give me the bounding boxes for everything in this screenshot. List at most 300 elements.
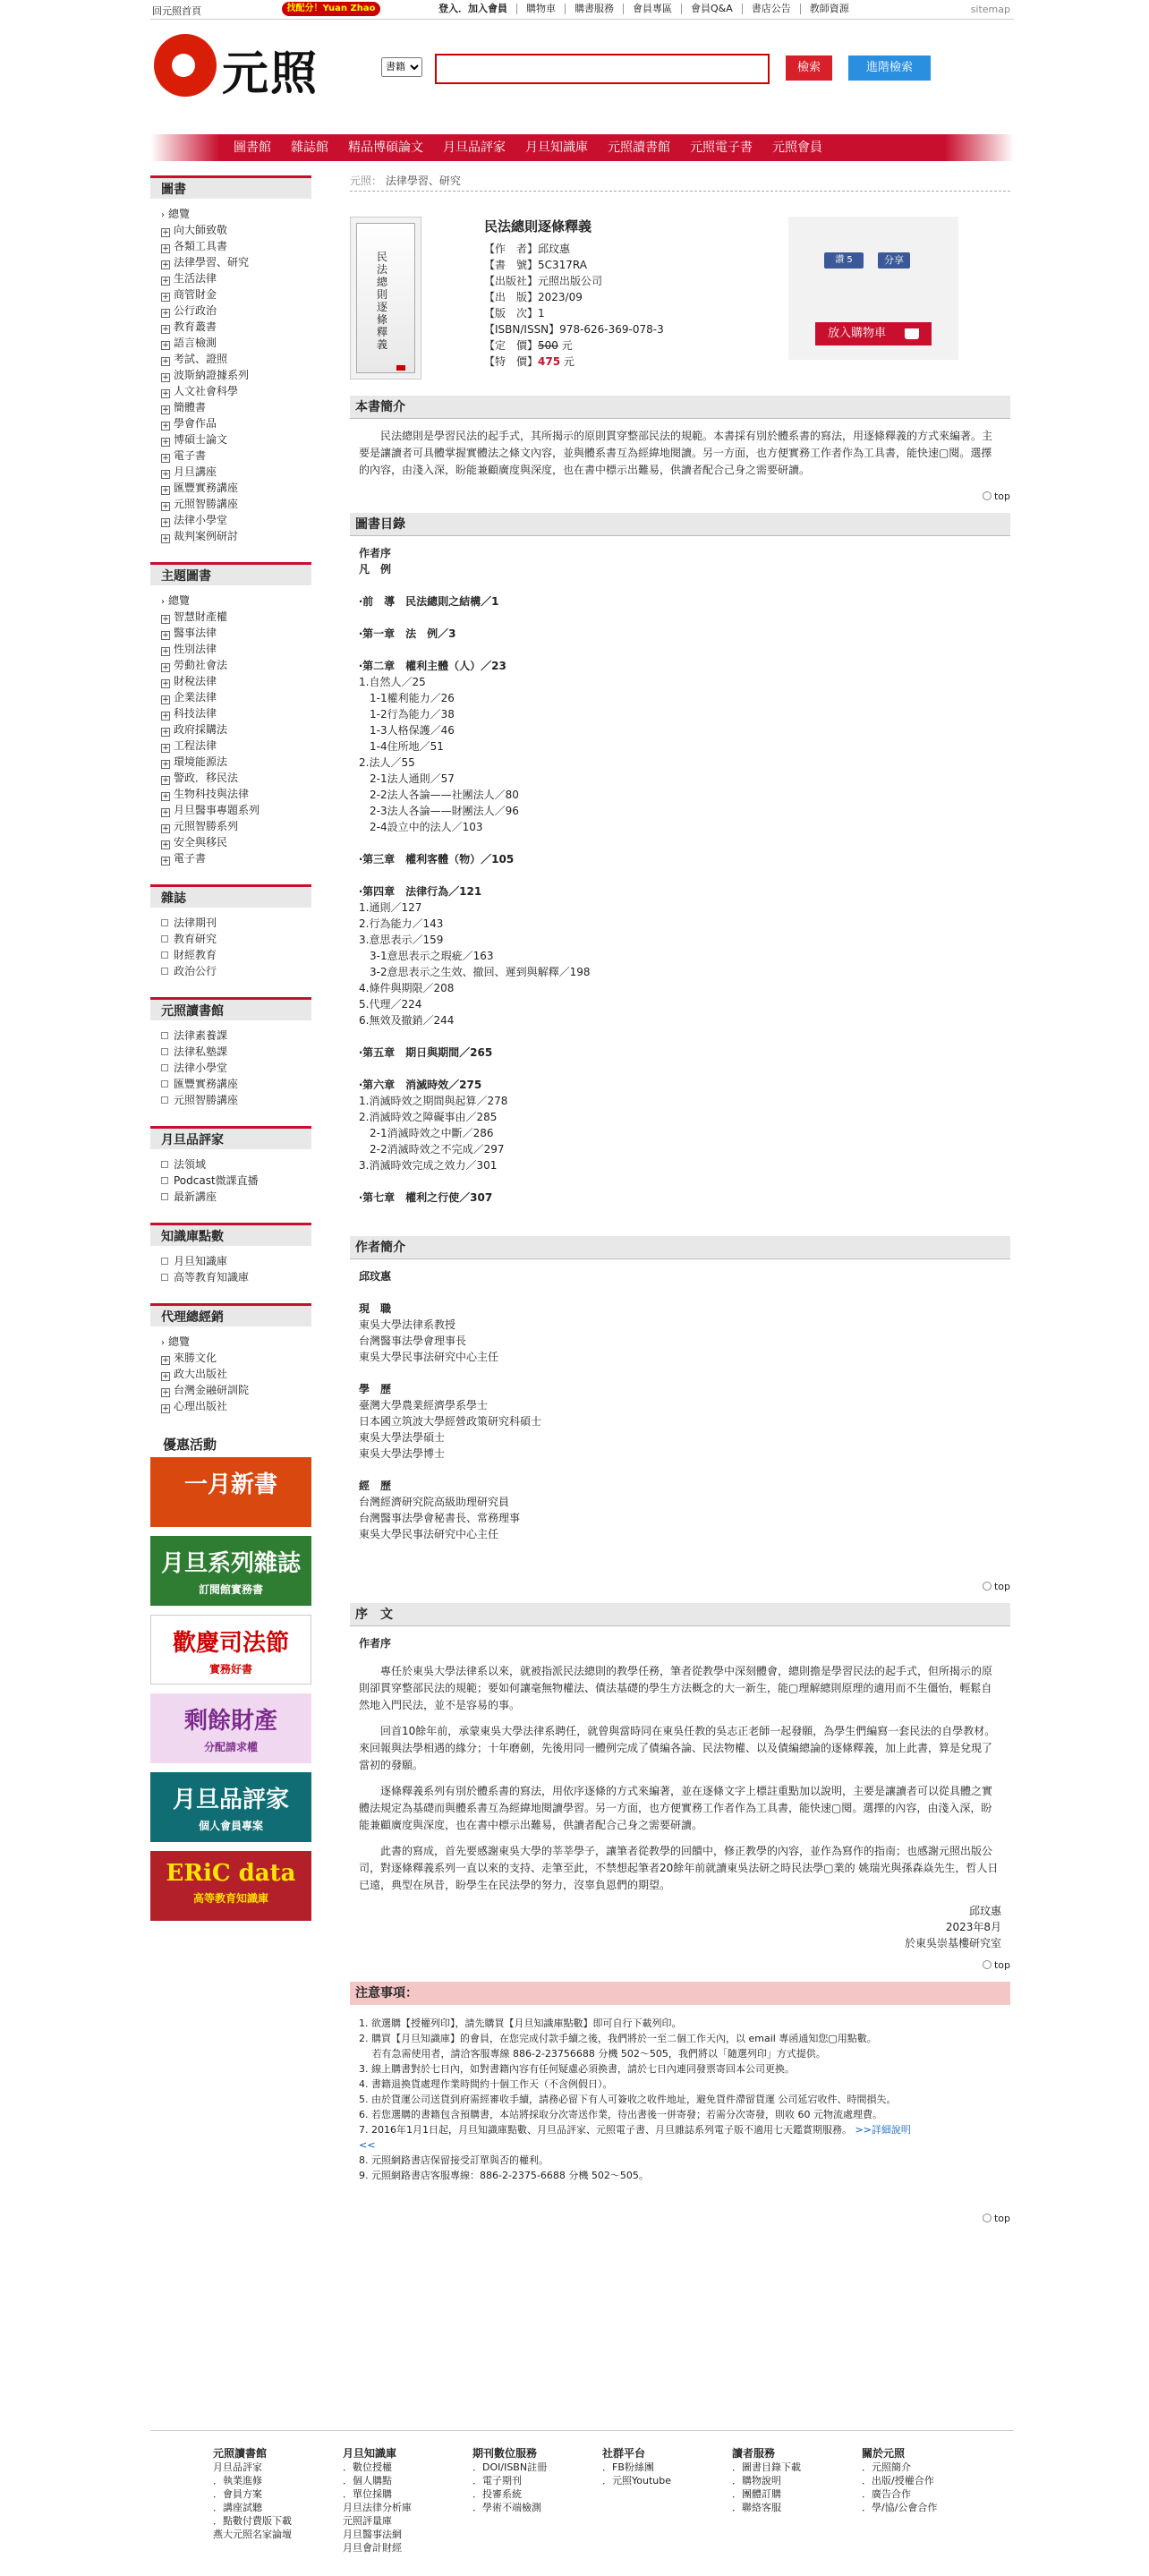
author-title: 作者簡介 (350, 1236, 1010, 1259)
expand-plus-icon: + (162, 260, 169, 269)
sidebar-item-label: 法律期刊 (174, 917, 217, 929)
cart-icon (905, 328, 919, 339)
sidebar-item-topics[interactable] (161, 786, 311, 802)
login-link[interactable]: 登入．加入會員 (438, 3, 507, 14)
footer-column (343, 2447, 468, 2555)
sidebar-topics (150, 562, 311, 866)
book-info-key: 【版 次】 (484, 307, 539, 320)
footer-column-title[interactable]: 關於元照 (862, 2447, 906, 2460)
main-nav (150, 134, 1014, 161)
purchase-service-link[interactable]: 購書服務 (565, 4, 623, 14)
sidebar-item-agency[interactable] (161, 1366, 311, 1382)
footer-column (862, 2447, 987, 2514)
footer-link[interactable]: ．元照Youtube (602, 2475, 671, 2486)
sidebar-item-label: 政府採購法 (174, 723, 228, 736)
sidebar-item-topics[interactable] (161, 689, 311, 705)
expand-plus-icon: + (162, 341, 169, 350)
sidebar-reading-title: 元照讀書館 (150, 997, 311, 1020)
sidebar-item-agency[interactable] (161, 1382, 311, 1398)
sidebar-item-label: 教育研究 (174, 933, 217, 945)
footer-link[interactable]: ．圖書目錄下載 (732, 2461, 801, 2473)
author-line: 東吳大學法學博士 (359, 1447, 446, 1460)
toc-gap (359, 1173, 1001, 1190)
sidebar-item-critics[interactable] (161, 1189, 311, 1205)
sidebar-item-label: 財經教育 (174, 949, 217, 961)
nav-member[interactable]: 元照會員 (772, 141, 822, 155)
toc-gap (359, 1028, 1001, 1045)
promo-banner-title: 月旦系列雜誌 (160, 1550, 301, 1577)
sidebar-item-label: 總覽 (168, 594, 191, 607)
sidebar-item-label: 生活法律 (174, 272, 217, 285)
breadcrumb-home[interactable]: 元照： (350, 175, 383, 187)
sidebar-item-label: 來勝文化 (174, 1352, 217, 1364)
sidebar-item-reading[interactable] (161, 1060, 311, 1076)
sidebar-item-label: 匯豐實務講座 (174, 482, 239, 494)
footer-column (602, 2447, 728, 2487)
sidebar-item-books[interactable] (161, 383, 311, 399)
sidebar-item-label: 最新講座 (174, 1190, 217, 1203)
expand-plus-icon: + (162, 422, 169, 431)
author-line: 台灣經濟研究院高級助理研究員 (359, 1496, 510, 1508)
sidebar-item-knowledge[interactable] (161, 1269, 311, 1285)
toc-gap (359, 867, 1001, 883)
author-line: 東吳大學法學碩士 (359, 1431, 446, 1444)
signature-line: 2023年8月 (945, 1921, 1001, 1933)
promo-banner-sub: 實務好書 (209, 1663, 252, 1676)
toc-line: 3.消滅時效完成之效力／301 (359, 1159, 498, 1172)
teacher-resources-link[interactable]: 教師資源 (800, 4, 858, 14)
nav-magazine[interactable]: 雜誌館 (291, 141, 328, 155)
search-category-select[interactable] (381, 57, 422, 77)
toc-gap (359, 610, 1001, 626)
sidebar-item-reading[interactable] (161, 1092, 311, 1108)
sidebar-item-label: 企業法律 (174, 691, 217, 704)
preface-paragraph: 回首10餘年前，承蒙東吳大學法律系聘任，就曾與當時同在東吳任教的吳志正老師一起發願，為學生們編寫一套民法的自學教材。來回報與法學相遇的緣分；十年磨劍，先後用同一體例完成了債編各論、民法物權、以及債編總論的逐條釋義，加上此書，算是兌現了當初的發願。 (359, 1725, 996, 1771)
sidebar-item-books[interactable] (161, 351, 311, 367)
promo-banner-sub: 訂閱館實務書 (198, 1583, 263, 1596)
footer-link[interactable]: ．會員方案 (213, 2488, 262, 2500)
sidebar-item-reading[interactable] (161, 1076, 311, 1092)
footer-link[interactable]: 月旦會計財經 (343, 2542, 402, 2554)
sidebar-item-books[interactable] (161, 206, 311, 222)
sidebar-item-critics[interactable] (161, 1156, 311, 1173)
footer-link[interactable]: ．執業進修 (213, 2475, 262, 2486)
checkbox-icon (161, 1258, 168, 1265)
sidebar-item-label: 智慧財產權 (174, 610, 228, 623)
member-qa-link[interactable]: 會員Q&A (681, 4, 742, 14)
page (150, 0, 1014, 2576)
sidebar-item-books[interactable] (161, 399, 311, 415)
sidebar-item-books[interactable] (161, 415, 311, 431)
sidebar-reading (150, 997, 311, 1108)
sidebar-item-label: 商管財金 (174, 288, 217, 301)
checkbox-icon (161, 1161, 168, 1168)
book-info-key: 【作 者】 (484, 243, 539, 255)
sidebar-item-agency[interactable] (161, 1398, 311, 1414)
book-info-value: 978-626-369-078-3 (559, 323, 664, 336)
checkbox-icon (161, 919, 168, 926)
preface-signature (359, 1903, 1001, 1951)
sidebar-item-label: 財稅法律 (174, 675, 217, 687)
author-line: 日本國立筑波大學經營政策研究科碩士 (359, 1415, 542, 1428)
home-link[interactable]: 回元照首頁 (152, 5, 201, 17)
sidebar-item-label: 教育叢書 (174, 320, 217, 333)
sidebar-item-books[interactable] (161, 335, 311, 351)
toc-line: 3.意思表示／159 (359, 934, 444, 946)
sidebar-item-label: 向大師致敬 (174, 224, 228, 236)
sidebar-item-books[interactable] (161, 238, 311, 254)
toc-line: ‧第六章 消滅時效／275 (359, 1079, 482, 1091)
sidebar-item-books[interactable] (161, 270, 311, 286)
add-to-cart-button[interactable]: 放入購物車 (815, 322, 932, 345)
cart-link[interactable]: 購物車 (516, 4, 565, 14)
back-to-top[interactable]: top (350, 1578, 1010, 1596)
toc-line: ‧第二章 權利主體（人）／23 (359, 660, 506, 672)
sidebar-item-label: 性別法律 (174, 643, 217, 655)
toc-body (350, 536, 1010, 1206)
promo-banner[interactable] (150, 1615, 311, 1685)
promo-banner[interactable] (150, 1693, 311, 1763)
sidebar-item-topics[interactable] (161, 770, 311, 786)
store-notice-link[interactable]: 書店公告 (742, 4, 800, 14)
promo-banner[interactable] (150, 1851, 311, 1921)
sidebar-topics-title: 主題圖書 (150, 562, 311, 585)
sidebar-item-agency[interactable] (161, 1334, 311, 1350)
sidebar-item-label: 法律學習、研究 (174, 256, 250, 269)
toc-line: 凡 例 (359, 563, 392, 576)
sidebar-item-topics[interactable] (161, 641, 311, 657)
sidebar-item-books[interactable] (161, 303, 311, 319)
notice-line (359, 2046, 1001, 2061)
sidebar-item-label: 法律小學堂 (174, 1062, 228, 1074)
sidebar-item-topics[interactable] (161, 818, 311, 834)
book-info-row (484, 257, 753, 273)
promo-banner-title: 剩餘財產 (183, 1708, 277, 1735)
footer-link[interactable]: ．單位採購 (343, 2488, 392, 2500)
sidebar-item-magazine[interactable] (161, 947, 311, 963)
buy-box (788, 217, 958, 360)
checkbox-icon (161, 968, 168, 975)
expand-plus-icon: + (162, 405, 169, 414)
arrow-right-icon: › (161, 1338, 165, 1348)
book-info-value: 1 (538, 307, 545, 320)
promo-banner-title: 月旦品評家 (172, 1787, 289, 1813)
expand-plus-icon: + (162, 728, 169, 737)
author-line: 邱玟惠 (359, 1270, 392, 1283)
notice-line (359, 2092, 1001, 2107)
sidebar-item-label: 總覽 (168, 208, 191, 220)
collapse-link[interactable]: << (359, 2139, 376, 2151)
notice-line (359, 2122, 1001, 2153)
share-button[interactable]: 分享 (878, 252, 910, 269)
expand-plus-icon: + (162, 357, 169, 366)
checkbox-icon (161, 1080, 168, 1088)
toc-line: 2-4設立中的法人／103 (359, 821, 483, 833)
sidebar-item-topics[interactable] (161, 673, 311, 689)
sidebar-item-agency[interactable] (161, 1350, 311, 1366)
notice-line (359, 2107, 1001, 2122)
sidebar-item-label: 總覽 (168, 1335, 191, 1348)
footer-link[interactable]: 月旦品評家 (213, 2461, 262, 2473)
toc-line: 4.條件與期限／208 (359, 982, 455, 994)
logo-mark-icon (154, 34, 217, 97)
sidebar-item-topics[interactable] (161, 657, 311, 673)
top-bar (150, 0, 1014, 20)
sidebar-item-critics[interactable] (161, 1173, 311, 1189)
sidebar-item-books[interactable] (161, 480, 311, 496)
more-details-link[interactable]: >>詳細說明 (855, 2124, 911, 2136)
signature-line: 邱玟惠 (968, 1905, 1001, 1917)
notice-text: 2. 購買【月旦知識庫】的會員，在您完成付款手續之後，我們將於一至二個工作天內，以 email 專函通知您▢用點數。 (359, 2033, 877, 2044)
back-to-top[interactable]: top (350, 2210, 1010, 2228)
book-info-key: 【出版社】 (484, 275, 539, 287)
sidebar-item-magazine[interactable] (161, 963, 311, 979)
notice-line (359, 2077, 1001, 2092)
notice-text: 4. 書籍退換貨處理作業時間約十個工作天（不含例假日）。 (359, 2078, 613, 2090)
checkbox-icon (161, 1032, 168, 1039)
promo-banner[interactable] (150, 1536, 311, 1606)
book-info-key: 【書 號】 (484, 259, 539, 271)
nav-library[interactable]: 圖書館 (234, 141, 271, 155)
author-line: 東吳大學民事法研究中心主任 (359, 1351, 499, 1363)
sidebar-item-label: 電子書 (174, 852, 207, 865)
breadcrumb (350, 170, 1010, 192)
author-body (350, 1259, 1010, 1542)
sidebar-item-label: 裁判案例研討 (174, 530, 239, 542)
footer-column-title[interactable]: 期刊數位服務 (472, 2447, 538, 2460)
footer-column (732, 2447, 857, 2514)
sidebar-knowledge-title: 知識庫點數 (150, 1223, 311, 1246)
preface-paragraph: 逐條釋義系列有別於體系書的寫法，用依序逐條的方式來編著，並在逐條文字上標註重點加以說明，主要是讓讀者可以從具體之實體法規定為基礎而與體系書互為經緯地閱讀學習。另一方面，也方便實務工作者作為工具書，能快速▢閱。選擇的內容，由淺入深，盼能兼顧廣度與深度，也在書中標示出難易，供讀者配合己身之需要研讀。 (359, 1785, 993, 1831)
top-icon (983, 1960, 992, 1969)
sidebar-knowledge (150, 1223, 311, 1285)
sidebar-item-books[interactable] (161, 496, 311, 512)
search-input[interactable] (435, 54, 770, 84)
toc-line: 5.代理／224 (359, 998, 422, 1011)
sidebar-item-magazine[interactable] (161, 931, 311, 947)
expand-plus-icon: + (162, 776, 169, 785)
toc-line: 2.法人／55 (359, 756, 415, 769)
expand-plus-icon: + (162, 712, 169, 721)
sidebar-item-books[interactable] (161, 222, 311, 238)
sidebar-item-books[interactable] (161, 431, 311, 448)
sidebar-item-topics[interactable] (161, 802, 311, 818)
footer-link[interactable]: ．電子期刊 (472, 2475, 522, 2486)
sidebar-item-topics[interactable] (161, 754, 311, 770)
preface-body (350, 1626, 1010, 1951)
footer-link[interactable]: ．個人購點 (343, 2475, 392, 2486)
sidebar-item-label: 醫事法律 (174, 627, 217, 639)
fb-like-button[interactable]: 讚 5 (824, 252, 864, 269)
promo-banner[interactable] (150, 1772, 311, 1842)
sidebar-item-reading[interactable] (161, 1028, 311, 1044)
checkbox-icon (161, 935, 168, 943)
footer-link[interactable]: ．購物說明 (732, 2475, 781, 2486)
toc-line: 3-2意思表示之生效、撤回、遲到與解釋／198 (359, 966, 591, 978)
footer-column-title[interactable]: 元照讀書館 (213, 2447, 268, 2460)
expand-plus-icon: + (162, 486, 169, 495)
promos-title: 優惠活動 (163, 1437, 217, 1453)
book-info-row (484, 321, 753, 337)
notice-text: 3. 線上購書對於七日內，如對書籍內容有任何疑慮必須換書，請於七日內連同發票寄回本公司更換。 (359, 2063, 795, 2075)
footer-link[interactable]: ．學術不端檢測 (472, 2502, 541, 2513)
book-cover[interactable] (350, 217, 421, 380)
search-button[interactable]: 檢索 (786, 55, 832, 81)
notice-line (359, 2168, 1001, 2183)
footer-column (213, 2447, 338, 2541)
expand-plus-icon: + (162, 373, 169, 382)
sidebar-item-books[interactable] (161, 464, 311, 480)
sidebar-item-topics[interactable] (161, 593, 311, 609)
top-icon (983, 491, 992, 500)
footer-link[interactable]: ．團體訂購 (732, 2488, 781, 2500)
sidebar-item-books[interactable] (161, 286, 311, 303)
expand-plus-icon: + (162, 438, 169, 447)
sidebar-item-topics[interactable] (161, 625, 311, 641)
sitemap-link[interactable]: sitemap (970, 4, 1010, 15)
member-area-link[interactable]: 會員專區 (623, 4, 681, 14)
footer-link[interactable]: ．廣告合作 (862, 2488, 911, 2500)
toc-line: ‧第一章 法 例／3 (359, 627, 456, 640)
footer-column-title[interactable]: 讀者服務 (732, 2447, 776, 2460)
footer-link[interactable]: 月旦醫事法網 (343, 2529, 402, 2540)
nav-knowledge[interactable]: 月旦知識庫 (525, 141, 588, 155)
back-to-top[interactable]: top (350, 488, 1010, 506)
sidebar-books (150, 175, 311, 544)
sidebar-item-label: 元照智勝系列 (174, 820, 239, 832)
sidebar-item-label: 元照智勝講座 (174, 1094, 239, 1106)
toc-line: 2.行為能力／143 (359, 917, 444, 930)
sidebar-item-label: 學會作品 (174, 417, 217, 430)
footer-link[interactable]: 月旦法律分析庫 (343, 2502, 412, 2513)
sale-price: 475 (538, 355, 561, 368)
expand-plus-icon: + (162, 244, 169, 253)
footer-link[interactable]: ．元照簡介 (862, 2461, 911, 2473)
sidebar-item-label: 警政．移民法 (174, 772, 239, 784)
footer-link[interactable]: ．點數付費版下載 (213, 2515, 292, 2527)
back-to-top[interactable]: top (350, 1957, 1010, 1975)
book-info-row (484, 289, 753, 305)
toc-line: 6.無效及撤銷／244 (359, 1014, 455, 1027)
expand-plus-icon: + (162, 534, 169, 543)
footer-column-title[interactable]: 月旦知識庫 (343, 2447, 397, 2460)
promo-banner-sub: 個人會員專案 (198, 1820, 263, 1832)
expand-plus-icon: + (162, 1372, 169, 1381)
checkbox-icon (161, 1274, 168, 1281)
toc-line: 2-1法人通則／57 (359, 772, 455, 785)
toc-line: ‧第三章 權利客體（物）／105 (359, 853, 515, 866)
footer-link[interactable]: ．講座試聽 (213, 2502, 262, 2513)
notice-text: 8. 元照網路書店保留接受訂單與否的權利。 (359, 2154, 549, 2166)
book-info-value: 5C317RA (538, 259, 587, 271)
sidebar-item-label: 法律素養課 (174, 1029, 228, 1042)
expand-plus-icon: + (162, 647, 169, 656)
preface-paragraph: 此書的寫成，首先要感謝東吳大學的莘莘學子，讓筆者從教學的回饋中，修正教學的內容，並作為寫作的指南；也感謝元照出版公司，對逐條釋義系列一直以來的支持、走筆至此，不禁想起筆者20餘年前就讀東吳法研之時民法學▢業的 姚瑞光與孫森焱先生，哲人日已遠，典型在夙昔，盼學生在民法學的努力，沒辜負恩們的期望。 (359, 1845, 999, 1891)
advanced-search-button[interactable]: 進階檢索 (848, 55, 931, 81)
toc-line: ‧第五章 期日與期間／265 (359, 1046, 493, 1059)
sidebar-item-knowledge[interactable] (161, 1253, 311, 1269)
notice-title: 注意事項： (350, 1982, 1010, 2005)
toc-gap (359, 642, 1001, 658)
nav-thesis[interactable]: 精品博碩論文 (348, 141, 423, 155)
nav-critics[interactable]: 月旦品評家 (443, 141, 506, 155)
footer-link[interactable]: ．數位授權 (343, 2461, 392, 2473)
sidebar-item-label: 政大出版社 (174, 1368, 228, 1380)
footer-link[interactable]: ．投審系統 (472, 2488, 522, 2500)
preface-title: 序 文 (350, 1603, 1010, 1626)
book-info-key: 【出 版】 (484, 291, 539, 303)
footer-link[interactable]: ．出版/授權合作 (862, 2475, 934, 2486)
checkbox-icon (161, 951, 168, 959)
notice-line (359, 2031, 1001, 2046)
footer-link[interactable]: 燕大元照名家論壇 (213, 2529, 292, 2540)
checkbox-icon (161, 1064, 168, 1071)
notice-text: 6. 若您選購的書籍包含預購書，本站將採取分次寄送作業，待出書後一併寄發；若需分次寄發，則收 60 元物流處理費。 (359, 2109, 882, 2120)
expand-plus-icon: + (162, 744, 169, 753)
sidebar-item-books[interactable] (161, 254, 311, 270)
expand-plus-icon: + (162, 631, 169, 640)
author-line: 東吳大學民事法研究中心主任 (359, 1528, 499, 1540)
footer-column-title[interactable]: 社群平台 (602, 2447, 646, 2460)
sidebar-magazine (150, 884, 311, 979)
toc-line: 2-3法人各論——財團法人／96 (359, 805, 519, 817)
expand-plus-icon: + (162, 857, 169, 866)
sidebar-item-books[interactable] (161, 448, 311, 464)
breadcrumb-current[interactable]: 法律學習、研究 (385, 175, 461, 187)
sidebar-item-label: 月旦知識庫 (174, 1255, 228, 1267)
sidebar-item-label: 考試、證照 (174, 353, 228, 365)
footer-link[interactable]: ．FB粉絲團 (602, 2461, 654, 2473)
site-logo[interactable] (154, 34, 342, 106)
expand-plus-icon: + (162, 792, 169, 801)
sidebar-item-topics[interactable] (161, 738, 311, 754)
sidebar-item-magazine[interactable] (161, 915, 311, 931)
sidebar-item-topics[interactable] (161, 834, 311, 850)
sidebar-item-books[interactable] (161, 528, 311, 544)
sidebar-item-books[interactable] (161, 367, 311, 383)
footer-link[interactable]: ．聯絡客服 (732, 2502, 781, 2513)
toc-line: 作者序 (359, 547, 392, 559)
sidebar-item-label: 生物科技與法律 (174, 788, 250, 800)
sidebar-item-topics[interactable] (161, 721, 311, 738)
sidebar-item-label: 台灣金融研訓院 (174, 1384, 250, 1396)
sidebar-item-reading[interactable] (161, 1044, 311, 1060)
footer-link[interactable]: ．DOI/ISBN註冊 (472, 2461, 548, 2473)
toc-line: 2-2消滅時效之不完成／297 (359, 1143, 505, 1156)
nav-reading[interactable]: 元照讀書館 (608, 141, 670, 155)
preface-subtitle: 作者序 (359, 1637, 392, 1650)
expand-plus-icon: + (162, 1404, 169, 1413)
sidebar-item-topics[interactable] (161, 705, 311, 721)
nav-ebook[interactable]: 元照電子書 (690, 141, 753, 155)
sidebar-item-label: 簡體書 (174, 401, 207, 414)
sidebar-item-label: 法律小學堂 (174, 514, 228, 526)
sidebar-item-topics[interactable] (161, 850, 311, 866)
notice-text: 7. 2016年1月1日起，月旦知識庫點數、月旦品評家、元照電子書、月旦雜誌系列電子版不適用七天鑑賞期服務。 (359, 2124, 852, 2136)
footer-link[interactable]: ．學/協/公會合作 (862, 2502, 938, 2513)
book-info-value: 元照出版公司 (538, 275, 603, 287)
footer-link[interactable]: 元照評量庫 (343, 2515, 392, 2527)
promo-banner[interactable] (150, 1457, 311, 1527)
book-title: 民法總則逐條釋義 (484, 218, 592, 235)
sidebar-item-books[interactable] (161, 512, 311, 528)
sidebar-item-topics[interactable] (161, 609, 311, 625)
expand-plus-icon: + (162, 695, 169, 704)
checkbox-icon (161, 1048, 168, 1055)
sidebar-item-label: 電子書 (174, 449, 207, 462)
promo-badge[interactable]: 找配分！Yuan Zhao (282, 2, 380, 16)
sidebar-item-books[interactable] (161, 319, 311, 335)
